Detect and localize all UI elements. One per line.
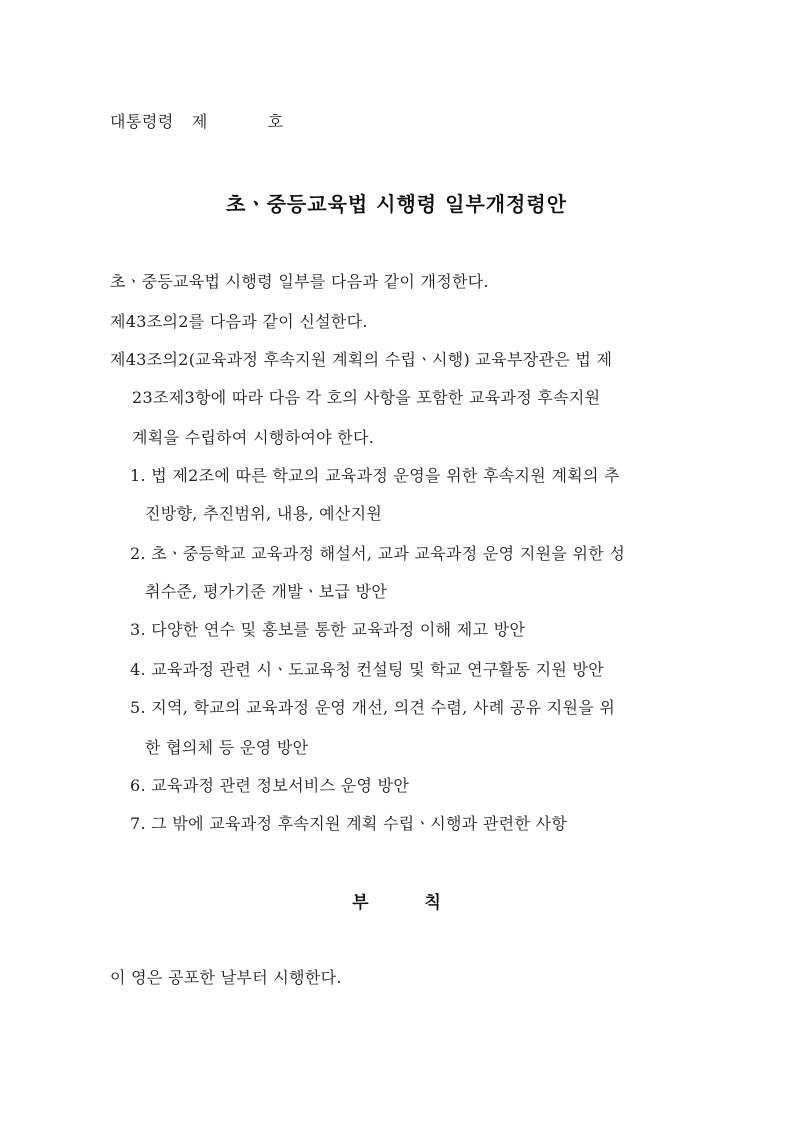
decree-je: 제 <box>191 112 208 131</box>
item-1-line-2: 진방향, 추진범위, 내용, 예산지원 <box>145 504 383 523</box>
decree-ho: 호 <box>267 112 284 131</box>
item-6: 6. 교육과정 관련 정보서비스 운영 방안 <box>130 776 410 795</box>
item-5-line-1: 5. 지역, 학교의 교육과정 운영 개선, 의견 수렴, 사례 공유 지원을 위 <box>130 698 616 717</box>
article-text-line-1: 제43조의2(교육과정 후속지원 계획의 수립ㆍ시행) 교육부장관은 법 제 <box>110 350 613 369</box>
addenda-text: 이 영은 공포한 날부터 시행한다. <box>110 968 342 987</box>
item-2-line-2: 취수준, 평가기준 개발ㆍ보급 방안 <box>145 582 388 601</box>
decree-label: 대통령령 <box>110 112 174 131</box>
item-7: 7. 그 밖에 교육과정 후속지원 계획 수립ㆍ시행과 관련한 사항 <box>130 814 568 833</box>
addenda-heading <box>0 888 793 913</box>
item-3: 3. 다양한 연수 및 홍보를 통한 교육과정 이해 제고 방안 <box>130 620 526 639</box>
item-1-line-1: 1. 법 제2조에 따른 학교의 교육과정 운영을 위한 후속지원 계획의 추 <box>130 466 620 485</box>
article-text-line-3: 계획을 수립하여 시행하여야 한다. <box>132 428 375 447</box>
addenda-heading-a: 부 <box>352 893 369 913</box>
article-text-line-2: 23조제3항에 따라 다음 각 호의 사항을 포함한 교육과정 후속지원 <box>132 388 601 407</box>
addenda-heading-b: 칙 <box>424 893 441 913</box>
item-5-line-2: 한 협의체 등 운영 방안 <box>145 738 309 757</box>
new-article-notice: 제43조의2를 다음과 같이 신설한다. <box>110 312 368 331</box>
item-4: 4. 교육과정 관련 시ㆍ도교육청 컨설팅 및 학교 연구활동 지원 방안 <box>130 660 604 679</box>
decree-number-line <box>110 112 284 132</box>
amendment-intro: 초ㆍ중등교육법 시행령 일부를 다음과 같이 개정한다. <box>110 272 489 291</box>
document-title: 초ㆍ중등교육법 시행령 일부개정령안 <box>225 192 568 216</box>
item-2-line-1: 2. 초ㆍ중등학교 교육과정 해설서, 교과 교육과정 운영 지원을 위한 성 <box>130 544 626 563</box>
